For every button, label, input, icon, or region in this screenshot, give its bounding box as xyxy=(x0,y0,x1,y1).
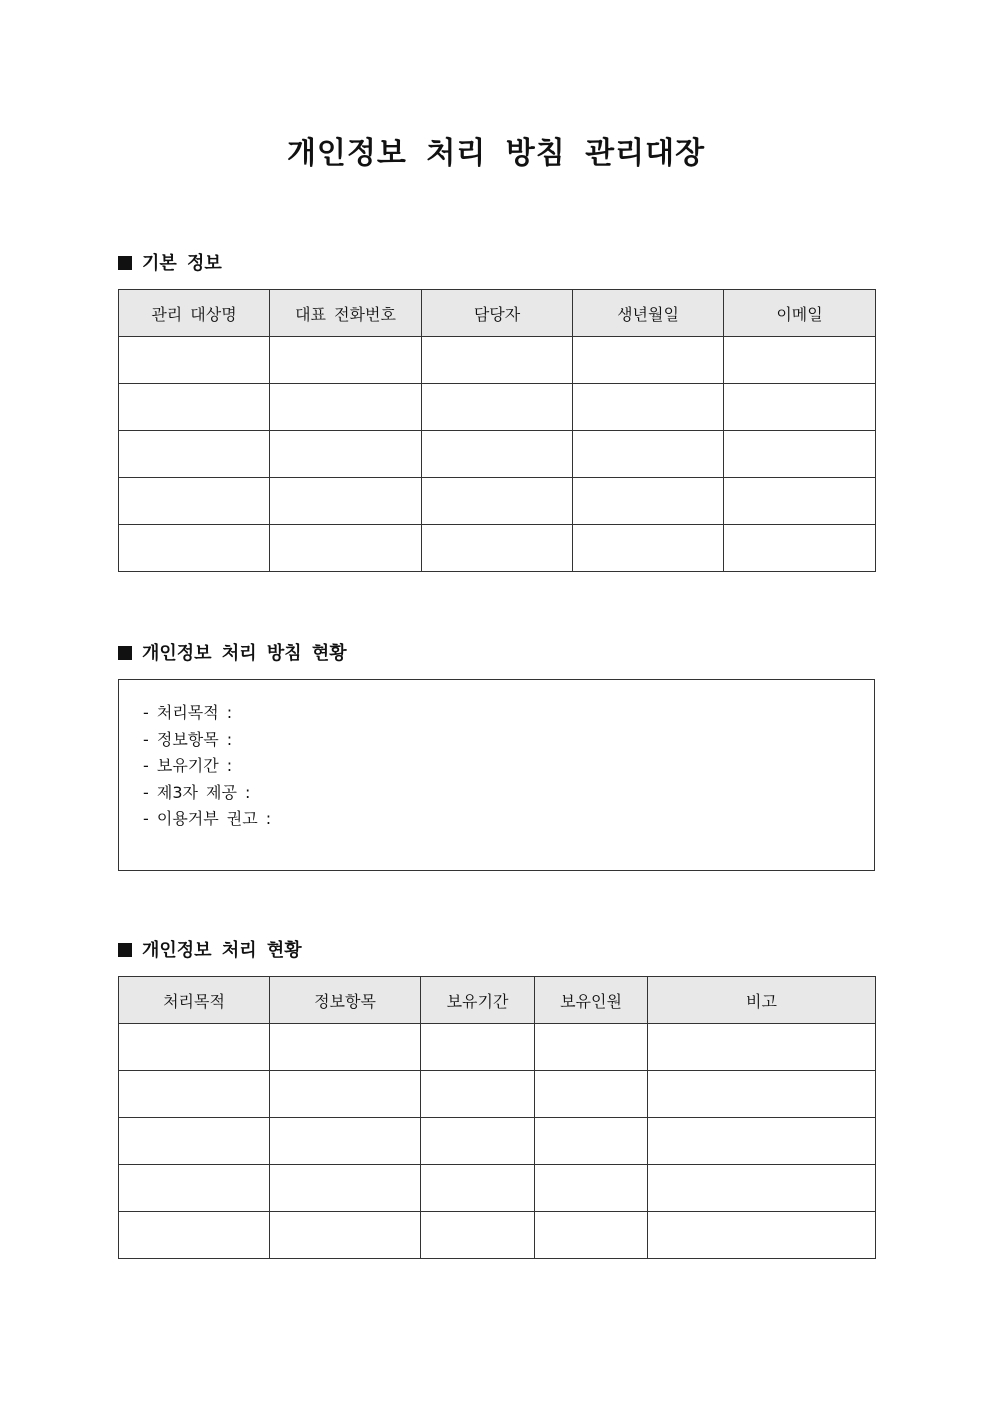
policy-item: - 처리목적 : xyxy=(143,703,233,722)
policy-item: - 보유기간 : xyxy=(143,756,233,775)
section-heading-label: 기본 정보 xyxy=(142,253,222,274)
table-cell[interactable] xyxy=(421,1071,535,1118)
policy-item: - 이용거부 권고 : xyxy=(143,809,272,828)
table-row xyxy=(119,384,876,431)
table-cell[interactable] xyxy=(119,525,270,572)
table-cell[interactable] xyxy=(535,1118,648,1165)
table-cell[interactable] xyxy=(422,525,573,572)
table-cell[interactable] xyxy=(724,525,876,572)
section-heading-label: 개인정보 처리 방침 현황 xyxy=(142,643,347,664)
section-heading-basic-info xyxy=(118,251,222,277)
column-header: 대표 전화번호 xyxy=(270,290,422,337)
table-row xyxy=(119,431,876,478)
policy-item: - 제3자 제공 : xyxy=(143,782,251,802)
table-cell[interactable] xyxy=(421,1024,535,1071)
table-cell[interactable] xyxy=(535,1165,648,1212)
section-heading-policy-status xyxy=(118,641,347,667)
square-bullet-icon xyxy=(118,256,132,270)
table-cell[interactable] xyxy=(270,1212,421,1259)
section-heading-processing-status xyxy=(118,938,302,964)
column-header: 이메일 xyxy=(724,290,876,337)
column-header: 비고 xyxy=(648,977,876,1024)
table-cell[interactable] xyxy=(421,1165,535,1212)
policy-status-box xyxy=(118,679,875,871)
policy-item: - 정보항목 : xyxy=(143,729,233,749)
table-cell[interactable] xyxy=(724,478,876,525)
table-cell[interactable] xyxy=(119,478,270,525)
section-heading-label: 개인정보 처리 현황 xyxy=(142,940,302,961)
table-cell[interactable] xyxy=(270,478,422,525)
table-cell[interactable] xyxy=(422,478,573,525)
table-header-row xyxy=(119,290,876,337)
table-row xyxy=(119,1165,876,1212)
table-cell[interactable] xyxy=(270,337,422,384)
table-cell[interactable] xyxy=(119,431,270,478)
table-cell[interactable] xyxy=(573,384,724,431)
table-row xyxy=(119,1118,876,1165)
table-cell[interactable] xyxy=(573,525,724,572)
table-row xyxy=(119,337,876,384)
table-cell[interactable] xyxy=(270,1071,421,1118)
document-title: 개인정보 처리 방침 관리대장 xyxy=(286,136,706,171)
square-bullet-icon xyxy=(118,943,132,957)
table-cell[interactable] xyxy=(119,337,270,384)
processing-status-body xyxy=(119,1024,876,1259)
table-cell[interactable] xyxy=(270,525,422,572)
table-cell[interactable] xyxy=(119,1165,270,1212)
processing-status-table xyxy=(118,976,876,1259)
column-header: 담당자 xyxy=(422,290,573,337)
table-cell[interactable] xyxy=(119,1024,270,1071)
table-cell[interactable] xyxy=(119,1212,270,1259)
column-header: 처리목적 xyxy=(119,977,270,1024)
table-cell[interactable] xyxy=(648,1071,876,1118)
table-row xyxy=(119,525,876,572)
table-cell[interactable] xyxy=(421,1212,535,1259)
table-row xyxy=(119,478,876,525)
table-cell[interactable] xyxy=(270,431,422,478)
column-header: 보유기간 xyxy=(421,977,535,1024)
table-cell[interactable] xyxy=(422,384,573,431)
table-header-row xyxy=(119,977,876,1024)
table-row xyxy=(119,1212,876,1259)
policy-item-list xyxy=(119,680,874,833)
table-cell[interactable] xyxy=(573,431,724,478)
column-header: 생년월일 xyxy=(573,290,724,337)
table-cell[interactable] xyxy=(119,384,270,431)
square-bullet-icon xyxy=(118,646,132,660)
table-cell[interactable] xyxy=(270,1024,421,1071)
table-cell[interactable] xyxy=(270,1118,421,1165)
basic-info-body xyxy=(119,337,876,572)
table-cell[interactable] xyxy=(724,384,876,431)
table-cell[interactable] xyxy=(535,1071,648,1118)
table-cell[interactable] xyxy=(270,1165,421,1212)
table-cell[interactable] xyxy=(648,1165,876,1212)
column-header: 보유인원 xyxy=(535,977,648,1024)
table-row xyxy=(119,1024,876,1071)
table-cell[interactable] xyxy=(535,1024,648,1071)
basic-info-table xyxy=(118,289,876,572)
table-cell[interactable] xyxy=(573,478,724,525)
table-cell[interactable] xyxy=(421,1118,535,1165)
table-cell[interactable] xyxy=(648,1024,876,1071)
table-cell[interactable] xyxy=(422,337,573,384)
table-cell[interactable] xyxy=(724,337,876,384)
table-cell[interactable] xyxy=(535,1212,648,1259)
column-header: 정보항목 xyxy=(270,977,421,1024)
table-cell[interactable] xyxy=(422,431,573,478)
table-cell[interactable] xyxy=(119,1071,270,1118)
column-header: 관리 대상명 xyxy=(119,290,270,337)
table-cell[interactable] xyxy=(648,1212,876,1259)
table-cell[interactable] xyxy=(724,431,876,478)
table-cell[interactable] xyxy=(119,1118,270,1165)
table-row xyxy=(119,1071,876,1118)
table-cell[interactable] xyxy=(573,337,724,384)
table-cell[interactable] xyxy=(270,384,422,431)
table-cell[interactable] xyxy=(648,1118,876,1165)
